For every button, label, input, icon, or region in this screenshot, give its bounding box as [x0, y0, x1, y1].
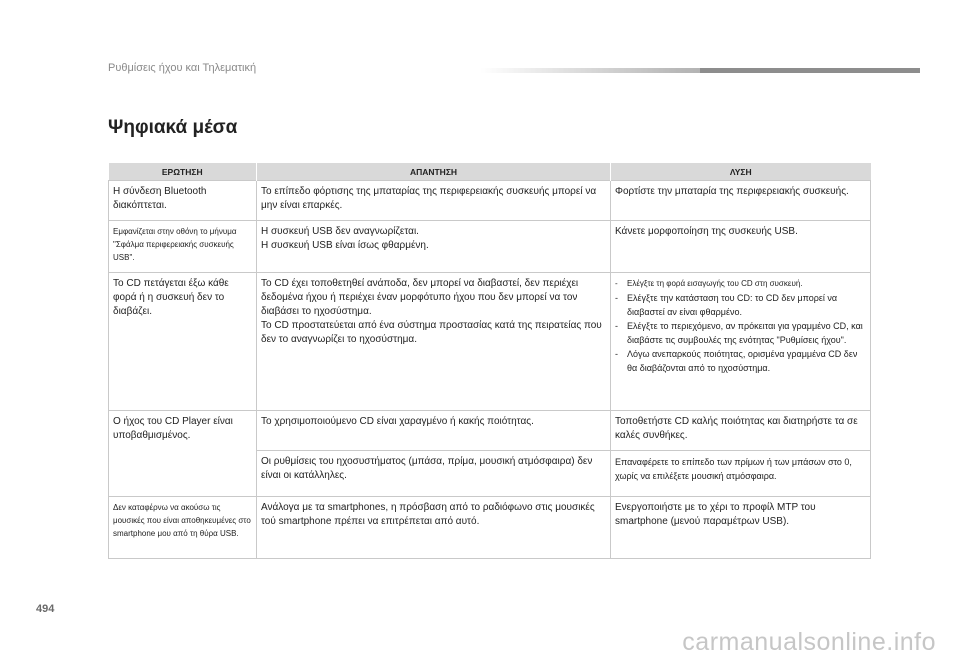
page-title: Ψηφιακά μέσα [108, 117, 238, 138]
question-cell: Το CD πετάγεται έξω κάθε φορά ή η συσκευή δεν το διαβάζει. [109, 273, 257, 411]
solution-text: Ενεργοποιήστε με το χέρι το προφίλ MTP του smartphone (μενού παραμέτρων USB). [615, 502, 816, 527]
table-row [109, 221, 871, 273]
solution-text: Κάνετε μορφοποίηση της συσκευής USB. [615, 226, 798, 237]
question-cell: Ο ήχος του CD Player είναι υποβαθμισμένος. [109, 411, 257, 497]
solution-text: Τοποθετήστε CD καλής ποιότητας και διατηρήστε τα σε καλές συνθήκες. [615, 416, 858, 441]
answer-cell [257, 497, 611, 559]
header-rule-dark [700, 68, 920, 73]
answer-cell [257, 273, 611, 411]
column-header-solution: ΛΥΣΗ [611, 163, 871, 181]
answer-text: Το CD προστατεύεται από ένα σύστημα προστασίας κατά της πειρατείας που δεν το αναγνωρίζει το ηχοσύστημα. [261, 320, 602, 345]
table-row [109, 273, 871, 411]
solution-cell [611, 221, 871, 273]
page-number: 494 [36, 603, 55, 615]
question-cell: Εμφανίζεται στην οθόνη το μήνυμα "Σφάλμα περιφερειακής συσκευής USB". [109, 221, 257, 273]
solution-list-item: - Ελέγξτε το περιεχόμενο, αν πρόκειται για γραμμένο CD, και διαβάστε τις συμβουλές της ενότητας "Ρυθμίσεις ήχου". [615, 319, 866, 347]
solution-text: Επαναφέρετε το επίπεδο των πρίμων ή των μπάσων στο 0, χωρίς να επιλέξετε μουσική ατμόσφαιρα. [615, 457, 852, 481]
solution-cell [611, 273, 871, 411]
answer-text: Το CD έχει τοποθετηθεί ανάποδα, δεν μπορεί να διαβαστεί, δεν περιέχει δεδομένα ήχου ή περιέχει έναν μορφότυπο ήχου που δεν μπορεί να τον διαβάσει το ηχοσύστημα. [261, 278, 579, 317]
answer-text: Το επίπεδο φόρτισης της μπαταρίας της περιφερειακής συσκευής μπορεί να μην είναι επαρκές. [261, 186, 597, 211]
solution-list-item: - Ελέγξτε την κατάσταση του CD: το CD δεν μπορεί να διαβαστεί αν είναι φθαρμένο. [615, 291, 866, 319]
faq-table [108, 163, 871, 559]
question-cell: Η σύνδεση Bluetooth διακόπτεται. [109, 181, 257, 221]
answer-text: Οι ρυθμίσεις του ηχοσυστήματος (μπάσα, πρίμα, μουσική ατμόσφαιρα) δεν είναι οι κατάλληλες. [261, 456, 593, 481]
solution-cell [611, 451, 871, 497]
solution-text: Φορτίστε την μπαταρία της περιφερειακής συσκευής. [615, 186, 849, 197]
table-row [109, 411, 871, 451]
answer-cell [257, 411, 611, 451]
solution-cell [611, 497, 871, 559]
answer-text: Η συσκευή USB δεν αναγνωρίζεται. [261, 226, 419, 237]
answer-text: Η συσκευή USB είναι ίσως φθαρμένη. [261, 240, 429, 251]
answer-cell [257, 451, 611, 497]
answer-cell [257, 181, 611, 221]
solution-cell [611, 181, 871, 221]
table-row [109, 181, 871, 221]
solution-list-item: - Λόγω ανεπαρκούς ποιότητας, ορισμένα γραμμένα CD δεν θα διαβάζονται από το ηχοσύστημα. [615, 347, 866, 375]
solution-cell [611, 411, 871, 451]
column-header-answer: ΑΠΑΝΤΗΣΗ [257, 163, 611, 181]
answer-cell [257, 221, 611, 273]
answer-text: Ανάλογα με τα smartphones, η πρόσβαση από το ραδιόφωνο στις μουσικές τού smartphone πρέπει να επιτρέπεται από αυτό. [261, 502, 595, 527]
column-header-question: ΕΡΩΤΗΣΗ [109, 163, 257, 181]
question-cell: Δεν καταφέρνω να ακούσω τις μουσικές που είναι αποθηκευμένες στο smartphone μου από τη θύρα USB. [109, 497, 257, 559]
watermark: carmanualsonline.info [682, 628, 936, 656]
answer-text: Το χρησιμοποιούμενο CD είναι χαραγμένο ή κακής ποιότητας. [261, 416, 534, 427]
table-row [109, 497, 871, 559]
table-header-row [109, 163, 871, 181]
solution-list [615, 277, 866, 375]
section-header: Ρυθμίσεις ήχου και Τηλεματική [108, 62, 257, 74]
solution-list-item: - Ελέγξτε τη φορά εισαγωγής του CD στη συσκευή. [615, 277, 866, 291]
